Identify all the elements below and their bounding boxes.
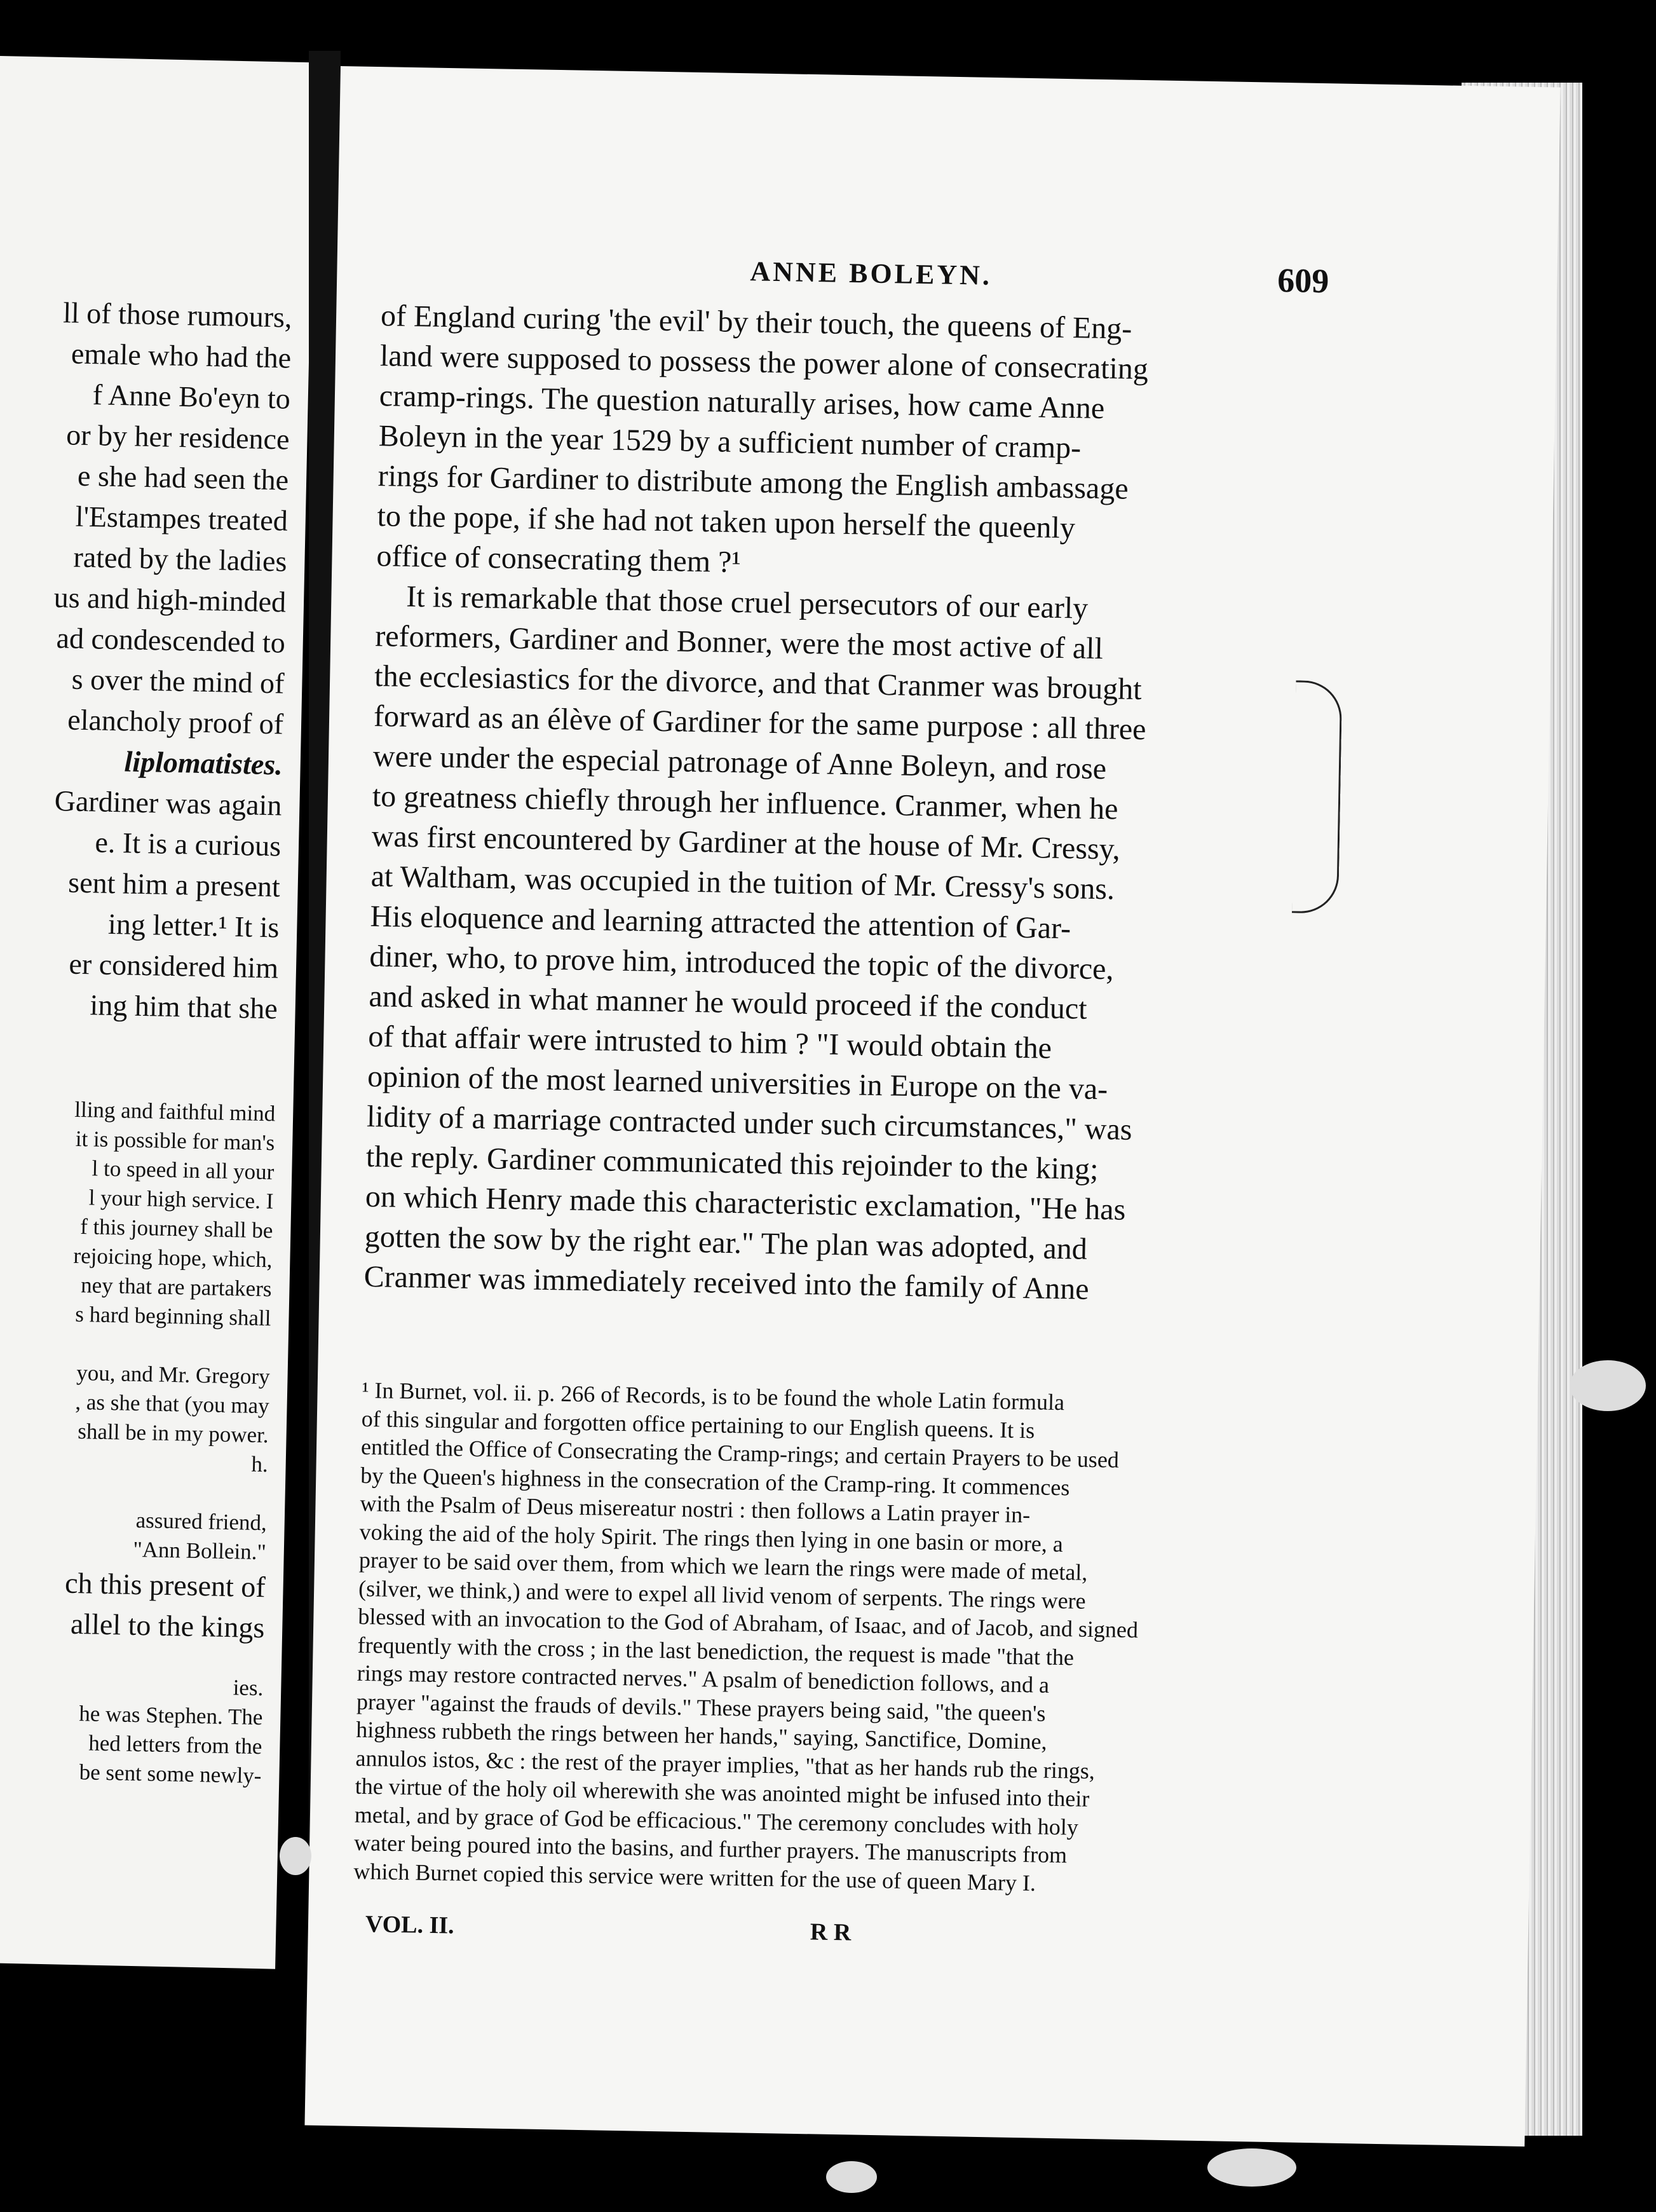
body-line: rings for Gardiner to distribute among the English ambassage [377,459,1129,506]
body-line: Cranmer was immediately received into the family of Anne [363,1259,1090,1306]
footnote-line: highness rubbeth the rings between her hands," saying, Sanctifice, Domine, [355,1716,1047,1754]
body-line: was first encountered by Gardiner at the house of Mr. Cressy, [371,819,1121,866]
left-letter-line: f this journey shall be [79,1214,273,1243]
left-line: f Anne Bo'eyn to [92,378,291,415]
footnote-line: entitled the Office of Consecrating the Cramp-rings; and certain Prayers to be used [360,1433,1120,1473]
footnote-line: with the Psalm of Deus misereatur nostri : then follows a Latin prayer in- [360,1490,1031,1528]
left-letter-line: it is possible for man's [75,1126,275,1156]
footnote-line: which Burnet copied this service were written for the use of queen Mary I. [353,1858,1036,1896]
left-footnote-line: be sent some newly- [79,1759,262,1789]
body-line: Boleyn in the year 1529 by a sufficient number of cramp- [378,419,1082,465]
left-letter-line: rejoicing hope, which, [73,1243,273,1273]
body-line: were under the especial patronage of Anne Boleyn, and rose [372,739,1107,786]
left-line: sent him a present [67,866,281,903]
left-line: emale who had the [71,337,292,374]
body-line: at Waltham, was occupied in the tuition of Mr. Cressy's sons. [370,859,1115,906]
scan-speck [1207,2148,1296,2187]
left-line: s over the mind of [71,662,285,700]
left-line: allel to the kings [70,1607,265,1644]
footnote-line: annulos istos, &c : the rest of the prayer implies, "that as her hands rub the rings, [355,1745,1096,1784]
body-line: on which Henry made this characteristic exclamation, "He has [365,1179,1126,1227]
left-letter-line: you, and Mr. Gregory [76,1360,270,1389]
right-page [304,66,1560,2147]
left-line: ing letter.¹ It is [107,907,280,944]
left-line: ad condescended to [56,622,286,659]
body-line: and asked in what manner he would proceed if the conduct [369,980,1088,1026]
footnote-line: voking the aid of the holy Spirit. The rings then lying in one basin or more, a [359,1519,1064,1557]
left-line: rated by the ladies [73,540,287,578]
left-line: l'Estampes treated [75,500,288,537]
left-line: liplomatistes. [124,745,283,781]
body-line: lidity of a marriage contracted under such circumstances," was [366,1099,1132,1147]
body-line: gotten the sow by the right ear." The plan was adopted, and [364,1219,1088,1266]
left-letter-line: lling and faithful mind [74,1096,276,1126]
body-line: of England curing 'the evil' by their touch, the queens of Eng- [380,299,1132,346]
scan-speck [1570,1360,1646,1411]
left-line: ll of those rumours, [62,296,293,334]
body-text [363,296,1308,1313]
running-head: ANNE BOLEYN. [750,256,993,291]
footnote-line: metal, and by grace of God be efficacious." The ceremony concludes with holy [354,1801,1079,1840]
footnote-line: (silver, we think,) and were to expel all livid venom of serpents. The rings were [358,1575,1086,1614]
left-letter-line: l to speed in all your [92,1156,275,1185]
body-line: of that affair were intrusted to him ? "I would obtain the [367,1019,1052,1065]
left-line: or by her residence [65,418,290,456]
page-footer [352,1910,1280,1964]
left-letter-line: , as she that (you may [75,1389,270,1419]
left-footnote-line: hed letters from the [88,1730,262,1759]
body-line: forward as an élève of Gardiner for the same purpose : all three [373,699,1146,747]
body-line: the ecclesiastics for the divorce, and that Cranmer was brought [374,659,1143,707]
footnote-line: frequently with the cross ; in the last benediction, the request is made "that the [357,1632,1075,1670]
left-letter-line: s hard beginning shall [75,1301,271,1331]
footnote-line: of this singular and forgotten office pertaining to our English queens. It is [361,1405,1035,1443]
left-line: ing him that she [90,988,278,1025]
left-footnote-line: ies. [233,1675,264,1701]
left-letter-line: ney that are partakers [80,1273,272,1302]
margin-bracket-mark [1292,680,1342,913]
body-line: the reply. Gardiner communicated this rejoinder to the king; [365,1139,1099,1187]
scan-speck [826,2161,877,2193]
body-line: to greatness chiefly through her influence. Cranmer, when he [372,779,1118,826]
volume-label: VOL. II. [365,1911,455,1939]
page-number: 609 [1277,261,1329,301]
body-line: It is remarkable that those cruel persecutors of our early [375,579,1089,625]
left-page-text [0,289,292,1791]
left-line: us and high-minded [53,580,287,618]
left-letter-line: assured friend, [135,1507,268,1536]
footnotes [353,1376,1290,1901]
footnote-line: prayer to be said over them, from which we learn the rings were made of metal, [358,1546,1088,1585]
body-line: diner, who, to prove him, introduced the topic of the divorce, [369,939,1114,987]
left-line: elancholy proof of [67,703,284,741]
left-line: Gardiner was again [54,784,282,822]
footnote-line: rings may restore contracted nerves." A psalm of benediction follows, and a [356,1660,1050,1698]
footnote-line: prayer "against the frauds of devils." These prayers being said, "the queen's [356,1688,1046,1726]
scan-speck [280,1837,311,1875]
footnote-line: the virtue of the holy oil wherewith she was anointed might be infused into their [355,1773,1090,1812]
left-footnote-line: he was Stephen. The [78,1701,263,1730]
left-letter-line: shall be in my power. [77,1419,269,1448]
body-line: land were supposed to possess the power alone of consecrating [379,339,1149,386]
left-line: e she had seen the [77,459,289,496]
body-line: His eloquence and learning attracted the attention of Gar- [370,899,1071,946]
left-letter-signature: "Ann Bollein." [133,1536,267,1565]
body-line: reformers, Gardiner and Bonner, were the most active of all [374,619,1104,666]
body-line: opinion of the most learned universities in Europe on the va- [367,1059,1108,1107]
footnote-line: water being poured into the basins, and further prayers. The manuscripts from [353,1829,1068,1868]
left-letter-line: l your high service. I [88,1185,274,1214]
left-line: ch this present of [64,1566,266,1604]
body-line: cramp-rings. The question naturally arises, how came Anne [379,379,1105,426]
body-line: office of consecrating them ?¹ [376,539,742,580]
body-line: to the pope, if she had not taken upon herself the queenly [377,499,1076,545]
left-page [0,56,315,1969]
left-line: e. It is a curious [95,826,282,863]
footnote-line: ¹ In Burnet, vol. ii. p. 266 of Records, is to be found the whole Latin formula [362,1377,1065,1416]
signature-mark: R R [810,1918,852,1946]
left-line: er considered him [69,947,279,985]
footnote-line: by the Queen's highness in the consecration of the Cramp-ring. It commences [360,1462,1070,1500]
footnote-line: blessed with an invocation to the God of Abraham, of Isaac, and of Jacob, and signed [358,1603,1139,1643]
left-letter-line: h. [251,1451,269,1477]
